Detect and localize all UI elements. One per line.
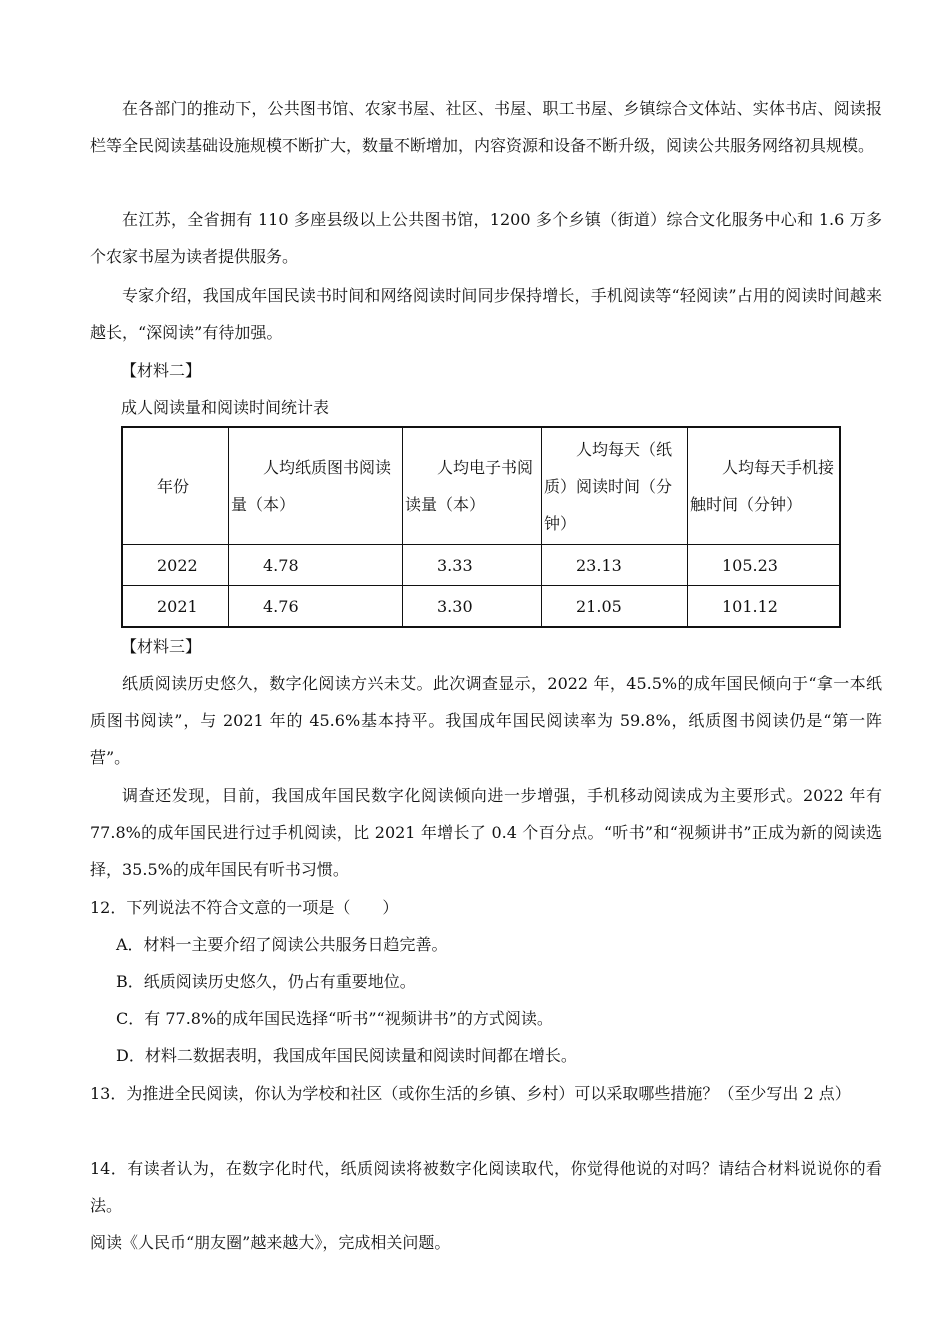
- row-2021-paper: 4.76: [229, 586, 403, 628]
- table-title: 成人阅读量和阅读时间统计表: [121, 398, 330, 417]
- material3-label: 【材料三】: [121, 637, 202, 656]
- q12-option-b: B．纸质阅读历史悠久，仍占有重要地位。: [116, 972, 416, 991]
- next-reading-instruction: 阅读《人民币“朋友圈”越来越大》，完成相关问题。: [90, 1233, 451, 1252]
- header-daily-reading: 人均每天（纸质）阅读时间（分钟）: [542, 427, 688, 545]
- table-row: [122, 586, 840, 628]
- reading-stats-table: [121, 426, 841, 628]
- row-2022-ebook: 3.33: [403, 545, 542, 586]
- material2-label: 【材料二】: [121, 361, 202, 380]
- header-year: 年份: [122, 427, 229, 545]
- material1-paragraph-2: 在江苏，全省拥有 110 多座县级以上公共图书馆，1200 多个乡镇（街道）综合文化服务中心和 1.6 万多个农家书屋为读者提供服务。: [90, 210, 882, 266]
- row-2022-phone: 105.23: [688, 545, 841, 586]
- table-row: [122, 545, 840, 586]
- row-2021-daily-read: 21.05: [542, 586, 688, 628]
- question-13: 13．为推进全民阅读，你认为学校和社区（或你生活的乡镇、乡村）可以采取哪些措施？（至少写出 2 点）: [90, 1084, 851, 1103]
- row-2021-year: 2021: [122, 586, 229, 628]
- row-2021-phone: 101.12: [688, 586, 841, 628]
- question-12: 12．下列说法不符合文意的一项是（ ）: [90, 898, 399, 917]
- row-2022-daily-read: 23.13: [542, 545, 688, 586]
- header-ebooks: 人均电子书阅读量（本）: [403, 427, 542, 545]
- table-header-row: [122, 427, 840, 545]
- q12-option-c: C．有 77.8%的成年国民选择“听书”“视频讲书”的方式阅读。: [116, 1009, 553, 1028]
- header-phone-time: 人均每天手机接触时间（分钟）: [688, 427, 841, 545]
- material1-paragraph-3: 专家介绍，我国成年国民读书时间和网络阅读时间同步保持增长，手机阅读等“轻阅读”占用的阅读时间越来越长，“深阅读”有待加强。: [90, 286, 882, 342]
- q12-option-a: A．材料一主要介绍了阅读公共服务日趋完善。: [116, 935, 448, 954]
- row-2022-paper: 4.78: [229, 545, 403, 586]
- material1-paragraph-1: 在各部门的推动下，公共图书馆、农家书屋、社区、书屋、职工书屋、乡镇综合文体站、实体书店、阅读报栏等全民阅读基础设施规模不断扩大，数量不断增加，内容资源和设备不断升级，阅读公共服务网络初具规模。: [90, 99, 882, 155]
- material3-paragraph-2: 调查还发现，目前，我国成年国民数字化阅读倾向进一步增强，手机移动阅读成为主要形式。2022 年有 77.8%的成年国民进行过手机阅读，比 2021 年增长了 0.4 个百分点。“听书”和“视频讲书”正成为新的阅读选择，35.5%的成年国民有听书习惯。: [90, 786, 882, 879]
- q12-option-d: D．材料二数据表明，我国成年国民阅读量和阅读时间都在增长。: [116, 1046, 577, 1065]
- row-2021-ebook: 3.30: [403, 586, 542, 628]
- row-2022-year: 2022: [122, 545, 229, 586]
- header-paper-books: 人均纸质图书阅读量（本）: [229, 427, 403, 545]
- material3-paragraph-1: 纸质阅读历史悠久，数字化阅读方兴未艾。此次调查显示，2022 年，45.5%的成年国民倾向于“拿一本纸质图书阅读”，与 2021 年的 45.6%基本持平。我国成年国民阅读率为 59.8%，纸质图书阅读仍是“第一阵营”。: [90, 674, 882, 767]
- question-14: 14．有读者认为，在数字化时代，纸质阅读将被数字化阅读取代，你觉得他说的对吗？请结合材料说说你的看法。: [90, 1159, 882, 1215]
